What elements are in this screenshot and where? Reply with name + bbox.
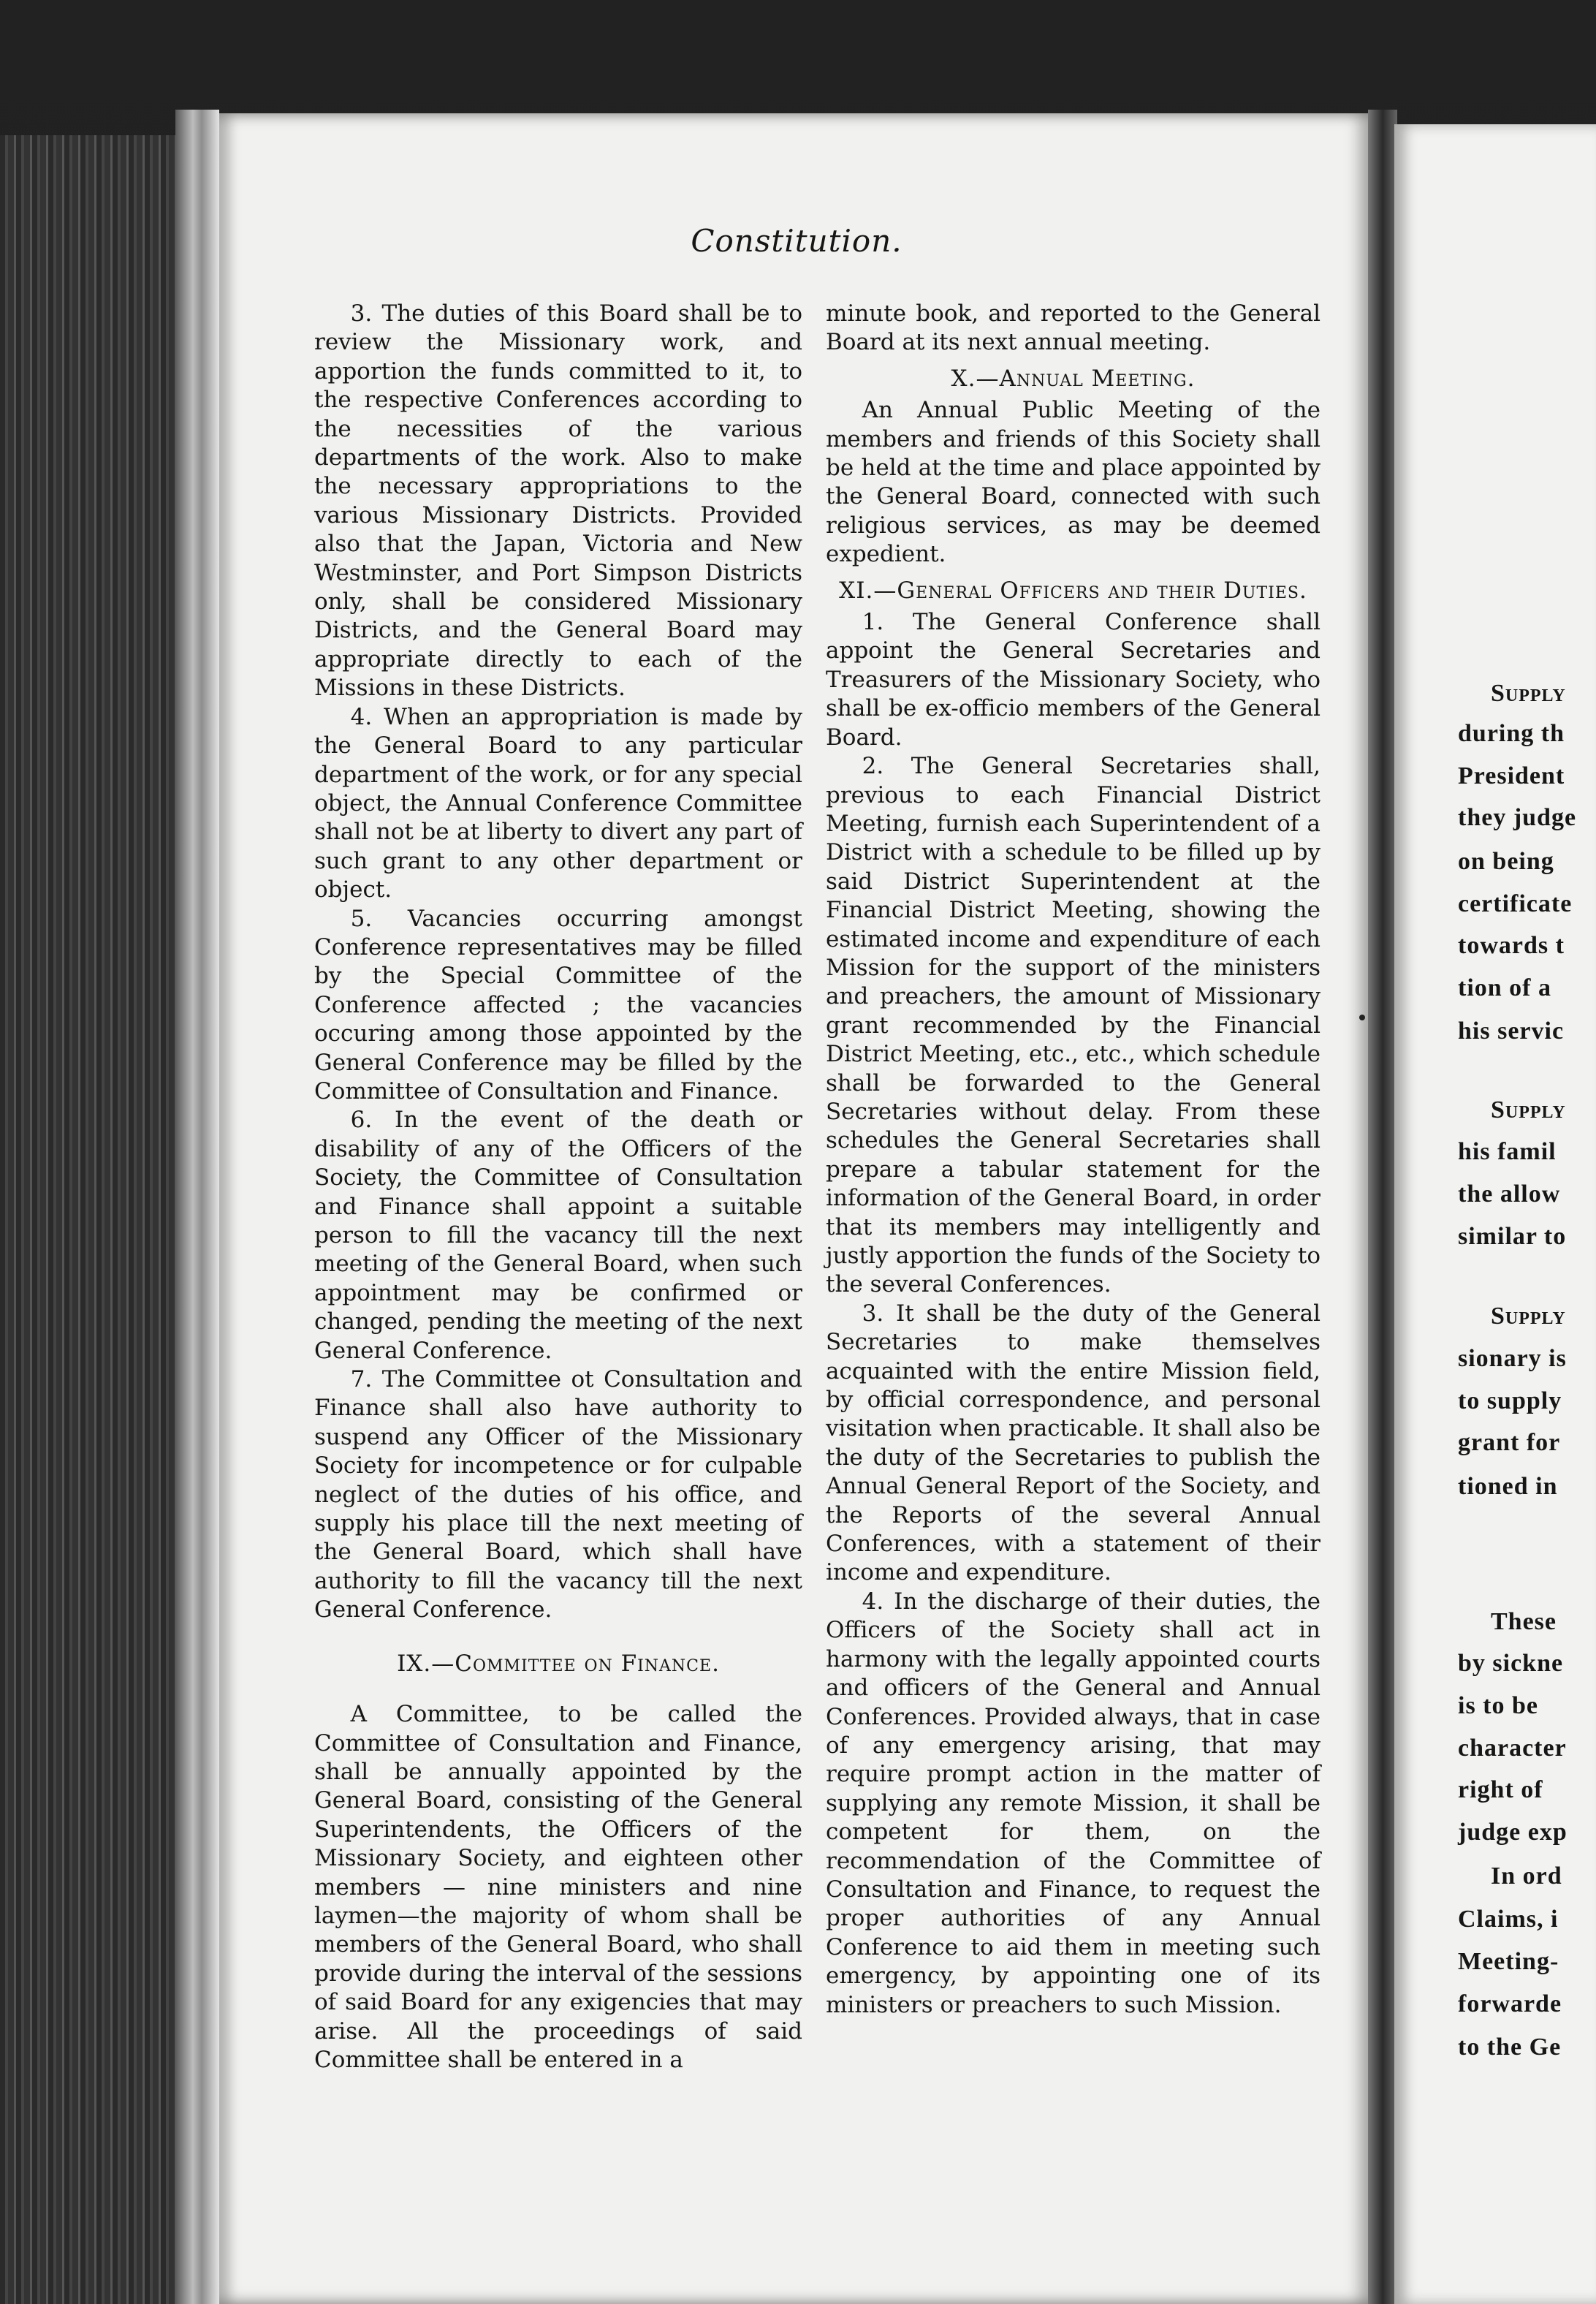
page-edges — [175, 110, 219, 2304]
facing-page-line: tion of a — [1458, 974, 1551, 1001]
facing-page-line: during th — [1458, 720, 1565, 747]
facing-page-line: Claims, i — [1458, 1906, 1559, 1933]
paragraph-3: 3. The duties of this Board shall be to review the Missionary work, and apportion the funds committed to it, to the respective Conferences according to the necessities of the various departments of the work. Also to make the necessary appropriations to the various Missionary Districts. Provided also that the Japan, Victoria and New Westminster, and Port Simpson Districts only, shall be considered Missionary Districts, and the General Board may appropriate directly to each of the Missions in these Districts. — [314, 300, 802, 702]
paragraph-5: 5. Vacancies occurring amongst Conference representatives may be filled by the Special Committee of the Conference affected ; the vacancies occuring among those appointed by the General Conference may be filled by the Committee of Consultation and Finance. — [314, 905, 802, 1104]
facing-page-line: towards t — [1458, 932, 1565, 959]
facing-page-line: Supply — [1491, 680, 1566, 707]
facing-page-line: his servic — [1458, 1018, 1565, 1045]
left-text-column — [314, 300, 802, 2074]
facing-page-line: In ord — [1491, 1862, 1562, 1890]
paragraph-annual-meeting: An Annual Public Meeting of the members and friends of this Society shall be held at the time and place appointed by the General Board, connected with such religious services, as may be deemed expedient. — [826, 397, 1320, 568]
paragraph-4: 4. In the discharge of their duties, the Officers of the Society shall act in harmony with the legally appointed courts and officers of the General and Annual Conferences. Provided always, that in case of any emergency arising, that may require prompt action in the matter of supplying any remote Mission, it shall be competent for them, on the recommendation of the Committee of Consultation and Finance, to request the proper authorities of any Annual Conference to aid them in meeting such emergency, by appointing one of its ministers or preachers to such Mission. — [826, 1588, 1320, 2018]
facing-page-line: President — [1458, 762, 1565, 789]
section-heading-xi: XI.—General Officers and their Duties. — [839, 577, 1307, 604]
facing-page-line: Supply — [1491, 1096, 1566, 1123]
facing-page-line: character — [1458, 1735, 1567, 1762]
facing-page-line: the allow — [1458, 1181, 1561, 1208]
paragraph-6: 6. In the event of the death or disability of any of the Officers of the Society, the Committee of Consultation and Finance shall appoint a suitable person to fill the vacancy till the next meeting of the General Board, when such appointment may be confirmed or changed, pending the meeting of the next General Conference. — [314, 1107, 802, 1364]
speck-mark — [1359, 1015, 1365, 1020]
paragraph-3: 3. It shall be the duty of the General Secretaries to make themselves acquainted with the entire Mission field, by official correspondence, and personal visitation when practicable. It shall also be the duty of the Secretaries to publish the Annual General Report of the Society, and the Reports of the several Annual Conferences, with a statement of their income and expenditure. — [826, 1300, 1320, 1586]
facing-page-line: on being — [1458, 848, 1554, 875]
facing-page-line: forwarde — [1458, 1990, 1562, 2017]
facing-page-line: grant for — [1458, 1429, 1561, 1456]
facing-page-line: judge exp — [1458, 1819, 1568, 1846]
facing-page-line: to supply — [1458, 1387, 1562, 1414]
facing-page-line: These — [1491, 1608, 1557, 1635]
paragraph-4: 4. When an appropriation is made by the General Board to any particular department of the work, or for any special object, the Annual Conference Committee shall not be at liberty to divert any part of such grant to any other department or object. — [314, 703, 802, 903]
facing-page-line: tioned in — [1458, 1473, 1558, 1500]
facing-page-line: right of — [1458, 1776, 1543, 1803]
facing-page-line: Meeting- — [1458, 1948, 1559, 1975]
facing-page — [1394, 124, 1596, 2304]
facing-page-line: they judge — [1458, 804, 1577, 831]
book-binding — [0, 135, 187, 2304]
facing-page-line: to the Ge — [1458, 2034, 1562, 2061]
paragraph-1: 1. The General Conference shall appoint the General Secretaries and Treasurers of the Missionary Society, who shall be ex-officio members of the General Board. — [826, 609, 1320, 751]
book-gutter — [1368, 110, 1397, 2304]
section-heading-x: X.—Annual Meeting. — [951, 365, 1196, 392]
section-heading-ix: IX.—Committee on Finance. — [397, 1650, 720, 1677]
paragraph-committee: A Committee, to be called the Committee of Consultation and Finance, shall be annually appointed by the General Board, consisting of the General Superintendents, the Officers of the Missionary Society, and eighteen other members — nine ministers and nine laymen—the majority of whom shall be members of the General Board, who shall provide during the interval of the sessions of said Board for any exigencies that may arise. All the proceedings of said Committee shall be entered in a — [314, 1701, 802, 2073]
facing-page-line: similar to — [1458, 1223, 1567, 1250]
facing-page-line: Supply — [1491, 1303, 1566, 1330]
facing-page-line: by sickne — [1458, 1650, 1564, 1677]
paragraph-7: 7. The Committee ot Consultation and Finance shall also have authority to suspend any Officer of the Missionary Society for incompetence or for culpable neglect of the duties of his office, and supply his place till the next meeting of the General Board, which shall have authority to fill the vacancy till the next General Conference. — [314, 1366, 802, 1623]
facing-page-line: sionary is — [1458, 1345, 1567, 1372]
right-text-column — [826, 300, 1320, 2020]
facing-page-line: his famil — [1458, 1138, 1557, 1165]
page-title: Constitution. — [691, 223, 902, 259]
facing-page-line: certificate — [1458, 890, 1573, 917]
paragraph-2: 2. The General Secretaries shall, previous to each Financial District Meeting, furnish each Superintendent of a District with a schedule to be filled up by said District Superintendent at the Financial District Meeting, showing the estimated income and expenditure of each Mission for the support of the ministers and preachers, the amount of Missionary grant recommended by the Financial District Meeting, etc., etc., which schedule shall be forwarded to the General Secretaries without delay. From these schedules the General Secretaries shall prepare a tabular statement for the information of the General Board, in order that its members may intelligently and justly apportion the funds of the Society to the several Conferences. — [826, 753, 1320, 1298]
facing-page-line: is to be — [1458, 1692, 1538, 1719]
paragraph-continued: minute book, and reported to the General Board at its next annual meeting. — [826, 300, 1320, 356]
